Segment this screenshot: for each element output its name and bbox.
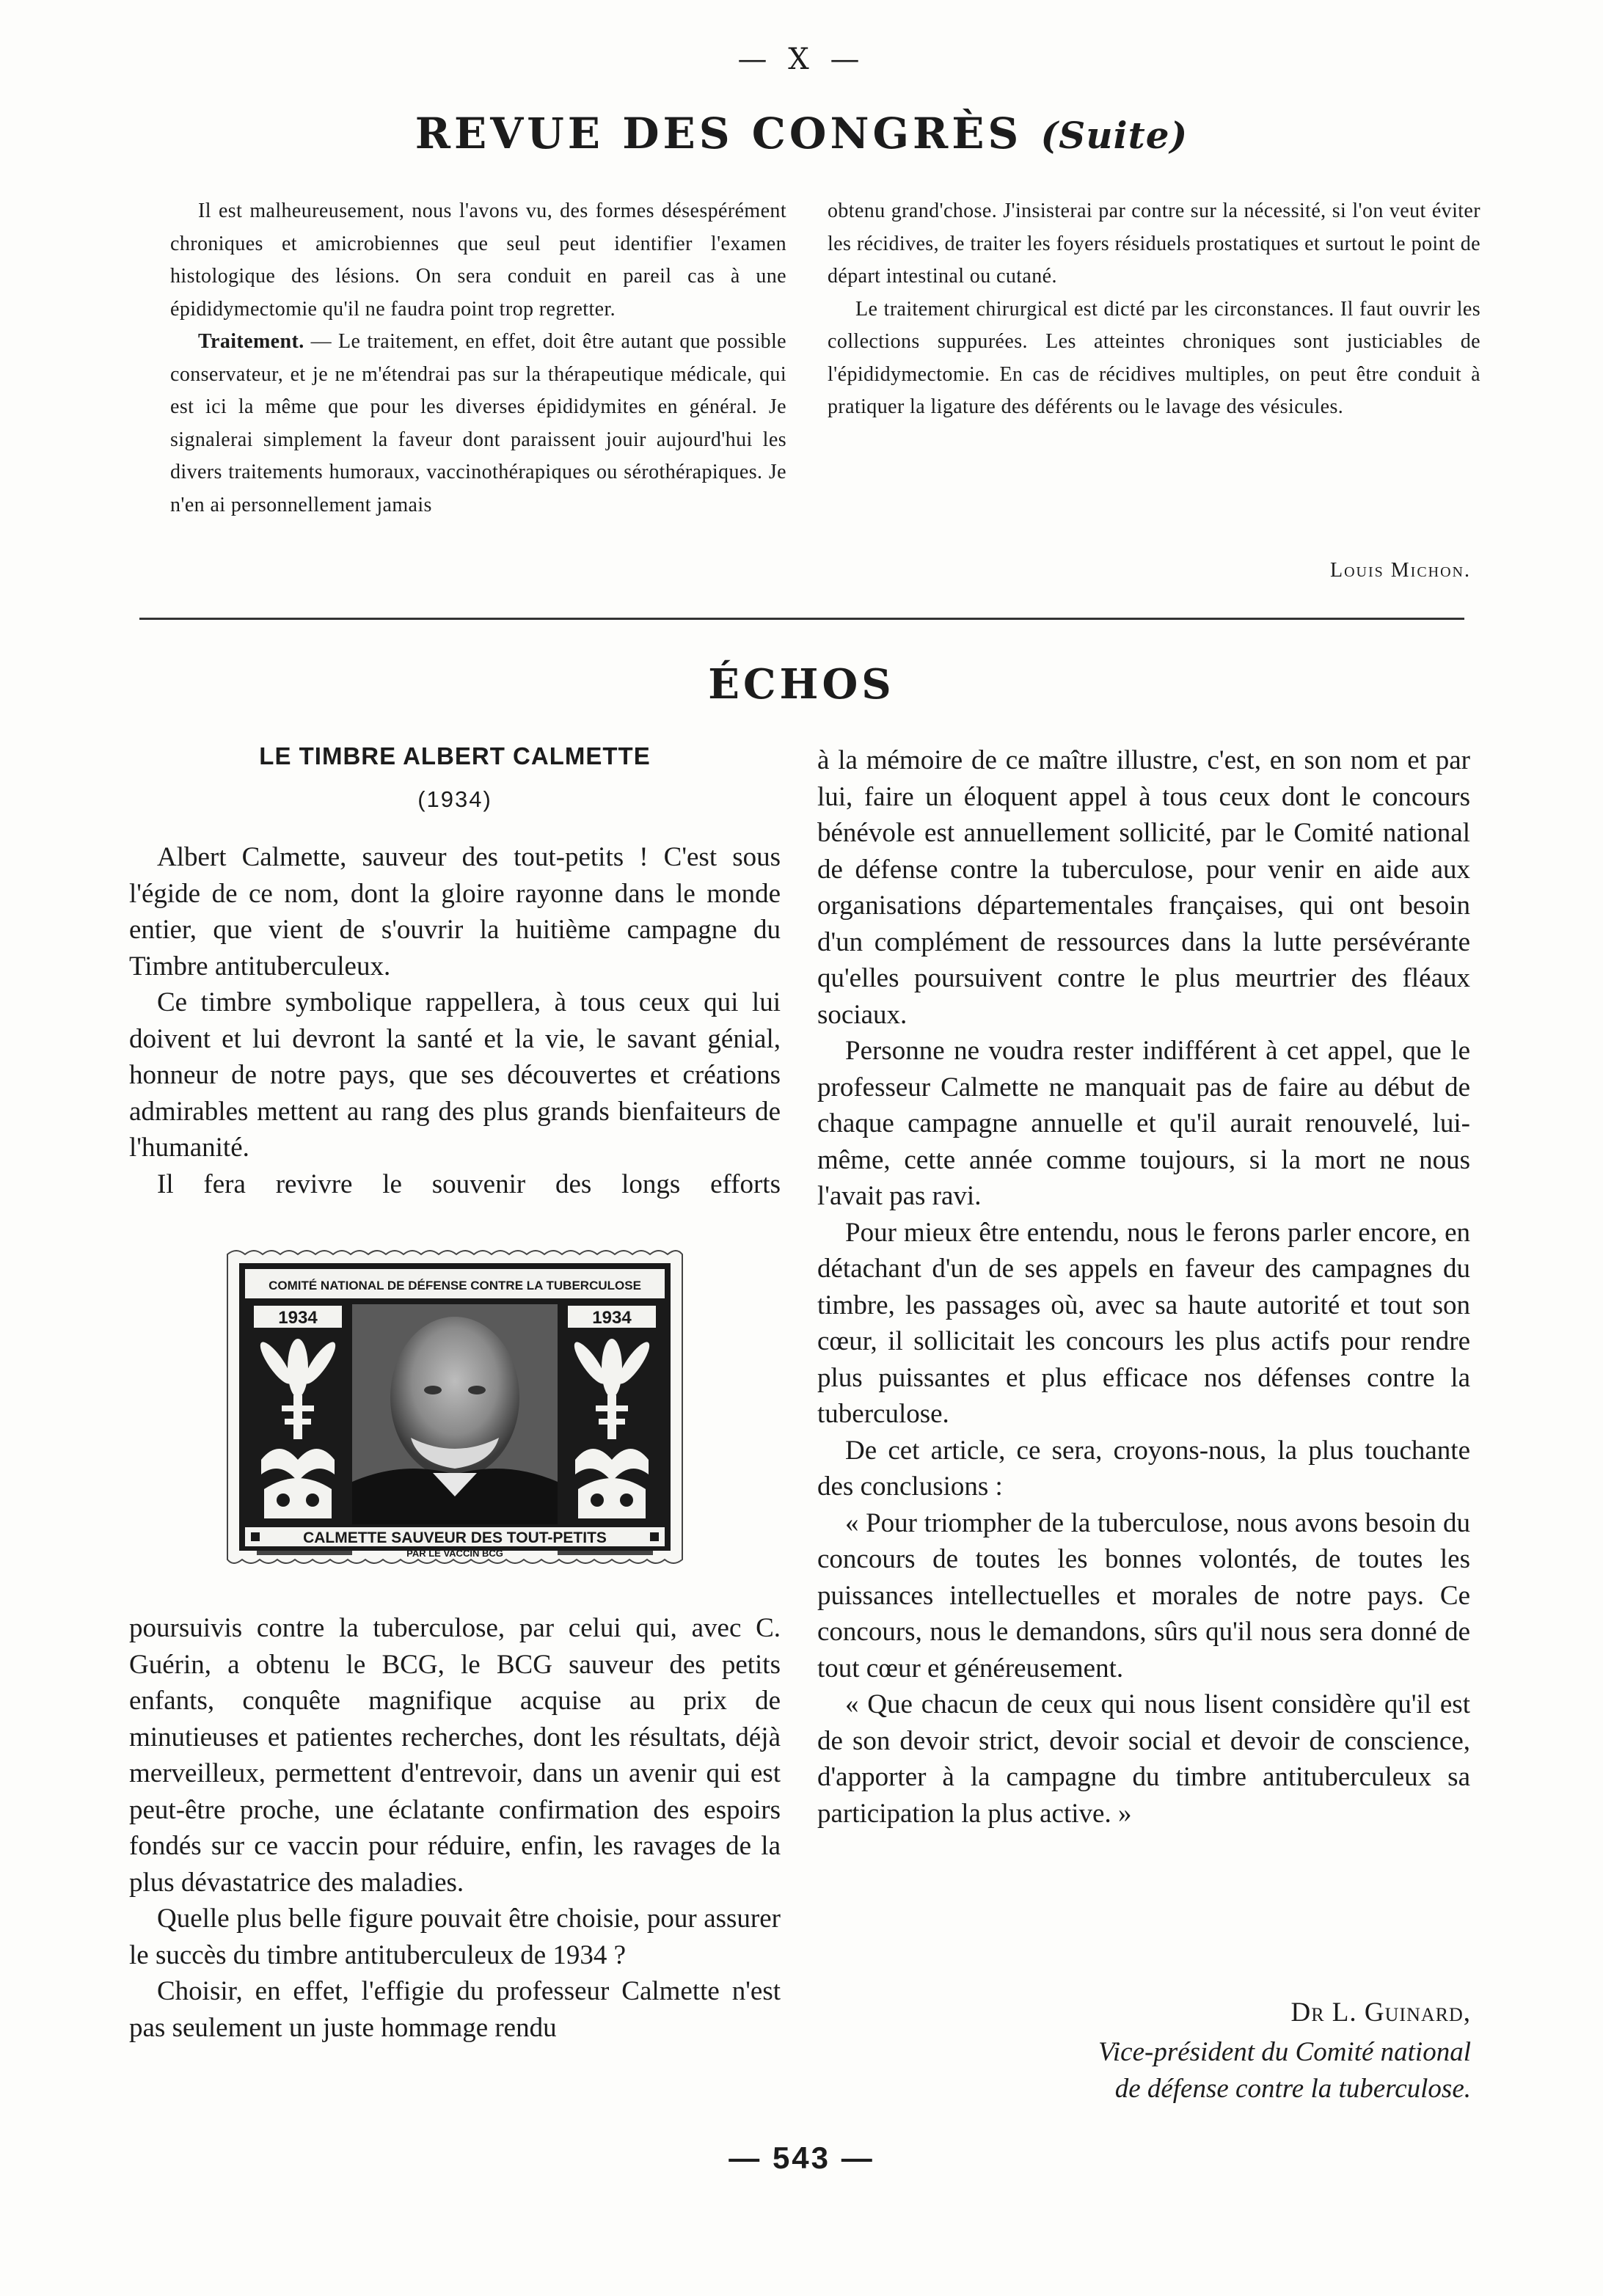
echos-signature-title-line2: de défense contre la tuberculose. bbox=[1114, 2074, 1471, 2104]
echos-right-column bbox=[817, 742, 1470, 1832]
section-divider bbox=[139, 618, 1464, 620]
revue-right-paragraph: obtenu grand'chose. J'insisterai par contre sur la nécessité, si l'on veut éviter les récidives, de traiter les foyers résiduels prostatiques et surtout le point de départ intestinal ou cutané. bbox=[828, 200, 1480, 288]
section-title-echos: ÉCHOS bbox=[708, 660, 895, 709]
echos-paragraph: « Pour triompher de la tuberculose, nous avons besoin du concours de toutes les bonnes volontés, de toutes les puissances intellectuelles et morales de notre pays. Ce concours, nous le demandons, sûrs qu'il nous sera donné de tout cœur et généreusement. bbox=[817, 1507, 1470, 1683]
echos-paragraph: « Que chacun de ceux qui nous lisent considère qu'il est de son devoir strict, devoir social et devoir de conscience, d'apporter à la campagne du timbre antituberculeux sa participation la plus active. » bbox=[817, 1689, 1470, 1829]
stamp-year-left: 1934 bbox=[278, 1308, 318, 1328]
revue-title-suite: (Suite) bbox=[1040, 114, 1188, 157]
echos-left-column-bottom bbox=[129, 1610, 781, 2046]
revue-title-text: REVUE DES CONGRÈS bbox=[415, 109, 1023, 158]
stamp-sub-text: PAR LE VACCIN BCG bbox=[406, 1548, 503, 1559]
section-title-revue bbox=[0, 109, 1603, 158]
page-number: — 543 — bbox=[729, 2140, 874, 2175]
stamp-bottom-text: CALMETTE SAUVEUR DES TOUT-PETITS bbox=[303, 1529, 607, 1546]
revue-traitement-paragraph bbox=[170, 326, 786, 522]
revue-left-column bbox=[170, 195, 786, 522]
traitement-label: Traitement. bbox=[198, 330, 304, 353]
revue-signature: Louis Michon. bbox=[1330, 559, 1471, 582]
revue-left-paragraph: Il est malheureusement, nous l'avons vu, des formes désespérément chroniques et amicrobiennes que seul peut identifier l'examen histologique des lésions. On sera conduit en pareil cas à une épididymectomie qu'il ne faudra point trop regretter. bbox=[170, 200, 786, 321]
article-heading: LE TIMBRE ALBERT CALMETTE bbox=[259, 742, 651, 769]
echos-paragraph: Choisir, en effet, l'effigie du professeur Calmette n'est pas seulement un juste hommage rendu bbox=[129, 1976, 781, 2043]
running-header: — X — bbox=[737, 43, 866, 76]
echos-paragraph: à la mémoire de ce maître illustre, c'est, en son nom et par lui, faire un éloquent appel à tous ceux dont le concours bénévole est annuellement sollicité, par le Comité national de défense contre la tuberculose, pour venir en aide aux organisations départementales françaises, qui ont besoin d'un complément de ressources dans la lutte persévérante qu'elles poursuivent contre le plus meurtrier des fléaux sociaux. bbox=[817, 745, 1470, 1030]
echos-paragraph: Ce timbre symbolique rappellera, à tous ceux qui lui doivent et lui devront la santé et la vie, le savant génial, honneur de notre pays, que ses découvertes et créations admirables mettent au rang des plus grands bienfaiteurs de l'humanité. bbox=[129, 987, 781, 1163]
echos-paragraph: De cet article, ce sera, croyons-nous, la plus touchante des conclusions : bbox=[817, 1435, 1470, 1502]
stamp-year-right: 1934 bbox=[592, 1308, 632, 1328]
echos-paragraph: Pour mieux être entendu, nous le ferons parler encore, en détachant d'un de ses appels en faveur des campagnes du timbre, les passages où, avec sa haute autorité et tout son cœur, il sollicitait les concours les plus actifs pour rendre plus puissantes et plus efficace nos défenses contre la tuberculose. bbox=[817, 1217, 1470, 1429]
revue-right-column bbox=[828, 195, 1480, 424]
echos-paragraph: Il fera revivre le souvenir des longs efforts bbox=[157, 1169, 781, 1199]
echos-paragraph: Quelle plus belle figure pouvait être choisie, pour assurer le succès du timbre antituberculeux de 1934 ? bbox=[129, 1904, 781, 1970]
traitement-text: — Le traitement, en effet, doit être autant que possible conservateur, et je ne m'étendrai pas sur la thérapeutique médicale, qui est ici la même que pour les diverses épididymites en général. Je signalerai simplement la faveur dont paraissent jouir aujourd'hui les divers traitements humoraux, vaccinothérapiques ou sérothérapiques. Je n'en ai personnellement jamais bbox=[170, 330, 786, 516]
echos-paragraph: Albert Calmette, sauveur des tout-petits ! C'est sous l'égide de ce nom, dont la gloire rayonne dans le monde entier, que vient de s'ouvrir la huitième campagne du Timbre antituberculeux. bbox=[129, 842, 781, 981]
revue-right-paragraph: Le traitement chirurgical est dicté par les circonstances. Il faut ouvrir les collections suppurées. Les atteintes chroniques sont justiciables de l'épididymectomie. En cas de récidives multiples, on peut être conduit à pratiquer la ligature des déférents ou le lavage des vésicules. bbox=[828, 297, 1480, 418]
echos-left-column-top bbox=[129, 839, 781, 1202]
echos-paragraph: Personne ne voudra rester indifférent à cet appel, que le professeur Calmette ne manquait pas de faire au début de chaque campagne annuelle et qu'il aurait renouvelé, lui-même, cette année comme toujours, si la mort ne nous l'avait pas ravi. bbox=[817, 1036, 1470, 1211]
article-year: (1934) bbox=[417, 786, 492, 812]
echos-paragraph: poursuivis contre la tuberculose, par celui qui, avec C. Guérin, a obtenu le BCG, le BCG sauveur des petits enfants, conquête magnifique acquise au prix de minutieuses et patientes recherches, dont les résultats, déjà merveilleux, permettent d'entrevoir, dans un avenir qui est peut-être proche, une éclatante confirmation des espoirs fondés sur ce vaccin pour réduire, enfin, les ravages de la plus dévastatrice des maladies. bbox=[129, 1613, 781, 1898]
stamp-top-text: COMITÉ NATIONAL DE DÉFENSE CONTRE LA TUBERCULOSE bbox=[269, 1279, 641, 1293]
echos-signature-name: Dr L. Guinard, bbox=[1290, 1997, 1471, 2028]
calmette-stamp-image bbox=[213, 1240, 697, 1574]
calmette-portrait-icon bbox=[352, 1304, 558, 1524]
echos-signature-title-line1: Vice-président du Comité national bbox=[1098, 2037, 1471, 2067]
